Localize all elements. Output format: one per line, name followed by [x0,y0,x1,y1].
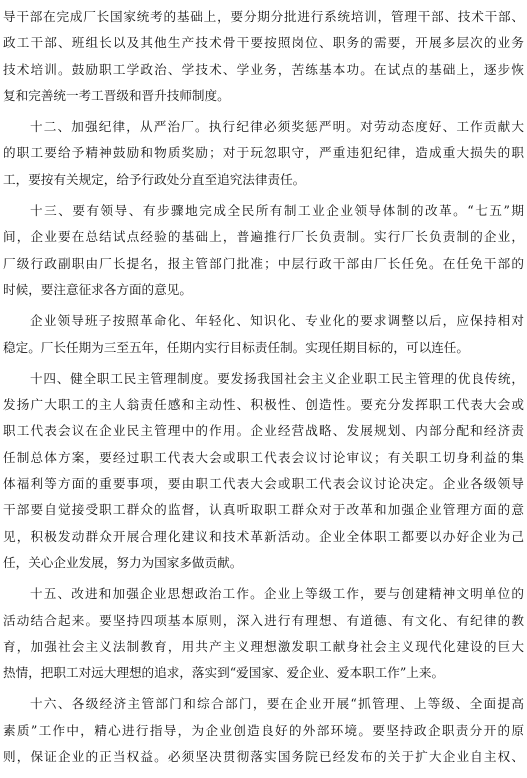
text-line: 育，加强社会主义法制教育，用共产主义理想激发职工献身社会主义现代化建设的巨大 [3,638,524,654]
text-line: 厂级行政副职由厂长提名，报主管部门批准；中层行政干部由厂长任免。在任免干部的 [3,255,524,271]
text-line: 任制总体方案，要经过职工代表大会或职工代表会议讨论审议；有关职工切身利益的集 [3,449,524,465]
paragraph [3,4,527,109]
paragraph [3,366,527,576]
paragraph [3,581,527,686]
paragraph [3,114,527,193]
text-line: 热情，把职工对远大理想的追求，落实到“爱国家、爱企业、爱本职工作”上来。 [3,665,445,681]
text-line: 时候，要注意征求各方面的意见。 [3,281,192,297]
text-line: 体福利等方面的重要事项，要由职工代表大会或职工代表会议讨论决定。企业各级领导 [3,476,524,492]
text-line: 政工干部、班组长以及其他生产技术骨干要按照岗位、职务的需要，开展多层次的业务 [3,35,524,51]
paragraph [3,308,527,361]
text-line: 十三、要有领导、有步骤地完成全民所有制工业企业领导体制的改革。“七五”期 [30,203,524,219]
paragraph [3,691,527,770]
text-line: 素质”工作中，精心进行指导，为企业创造良好的外部环境。要坚持政企职责分开的原 [3,722,524,738]
text-line: 职工代表会议在企业民主管理中的作用。企业经营战略、发展规划、内部分配和经济责 [3,423,524,439]
text-line: 的职工要给予精神鼓励和物质奖励；对于玩忽职守，严重违犯纪律，造成重大损失的职 [3,145,524,161]
text-line: 则，保证企业的正当权益。必须坚决贯彻落实国务院已经发布的关于扩大企业自主权、 [3,749,524,765]
paragraph [3,198,527,303]
text-line: 十四、健全职工民主管理制度。要发扬我国社会主义企业职工民主管理的优良传统， [30,370,524,386]
text-line: 十五、改进和加强企业思想政治工作。企业上等级工作，要与创建精神文明单位的 [30,586,524,602]
text-line: 工，要按有关规定，给予行政处分直至追究法律责任。 [3,171,306,187]
text-line: 稳定。厂长任期为三至五年，任期内实行目标责任制。实现任期目标的，可以连任。 [3,339,469,355]
text-line: 企业领导班子按照革命化、年轻化、知识化、专业化的要求调整以后，应保持相对 [30,313,524,329]
text-line: 间，企业要在总结试点经验的基础上，普遍推行厂长负责制。实行厂长负责制的企业， [3,229,524,245]
text-line: 十二、加强纪律，从严治厂。执行纪律必须奖惩严明。对劳动态度好、工作贡献大 [30,119,524,135]
text-line: 活动结合起来。要坚持四项基本原则，深入进行有理想、有道德、有文化、有纪律的教 [3,612,524,628]
text-line: 干部要自觉接受职工群众的监督，认真听取职工群众对于改革和加强企业管理方面的意 [3,502,524,518]
text-line: 导干部在完成厂长国家统考的基础上，要分期分批进行系统培训，管理干部、技术干部、 [3,9,524,24]
text-line: 十六、各级经济主管部门和综合部门，要在企业开展“抓管理、上等级、全面提高 [30,696,524,712]
text-line: 任，关心企业发展，努力为国家多做贡献。 [3,554,243,570]
text-line: 发扬广大职工的主人翁责任感和主动性、积极性、创造性。要充分发挥职工代表大会或 [3,397,524,413]
text-line: 技术培训。鼓励职工学政治、学技术、学业务，苦练基本功。在试点的基础上，逐步恢 [3,61,524,77]
text-line: 见，积极发动群众开展合理化建议和技术革新活动。企业全体职工都要以办好企业为己 [3,528,524,544]
text-line: 复和完善统一考工晋级和晋升技师制度。 [3,87,230,103]
